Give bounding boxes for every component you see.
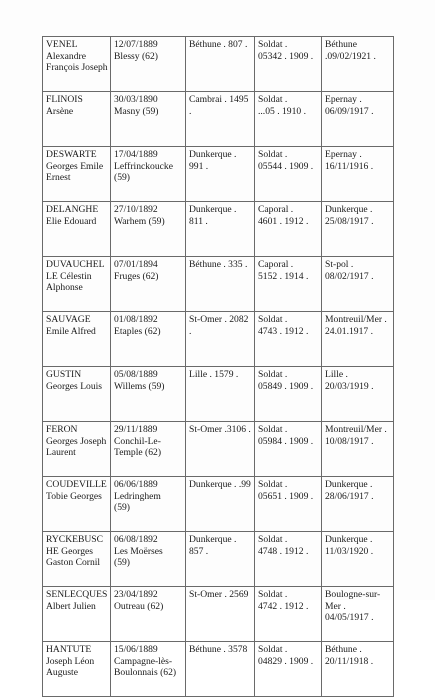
cell-text-line: 06/08/1892 (114, 534, 158, 545)
cell-text-line: 17/04/1889 (114, 149, 158, 160)
cell-text-line: Dunkerque . (325, 204, 373, 215)
cell-text-line: Etaples (62) (114, 325, 161, 337)
cell-text-line: 08/02/1917 . (325, 270, 374, 282)
cell-text-line: Dunkerque . (189, 149, 237, 160)
cell-text-line: Mer . (325, 600, 346, 612)
birth-cell (111, 147, 186, 202)
cell-text-line: Soldat . (258, 424, 288, 435)
cell-text-line: VENEL (46, 39, 78, 50)
soldier-name-cell (43, 642, 111, 697)
cell-text-line: Béthune (325, 39, 357, 50)
recruitment-cell (186, 477, 255, 532)
cell-text-line: Ernest (46, 172, 71, 183)
birth-cell (111, 642, 186, 697)
soldier-name-cell (43, 312, 111, 367)
cell-text-line: Emile Alfred (46, 325, 96, 337)
cell-text-line: Soldat . (258, 94, 288, 105)
cell-text-line: 12/07/1889 (114, 39, 158, 50)
cell-text-line: Georges Emile (46, 160, 104, 172)
cell-text-line: Boulonnais (62) (114, 667, 177, 678)
death-cell (322, 367, 394, 422)
cell-text-line: Soldat . (258, 644, 288, 655)
cell-text-line: Outreau (62) (114, 600, 164, 612)
rank-cell (255, 37, 322, 92)
cell-text-line: Joseph Léon (46, 655, 95, 667)
cell-text-line: St-Omer . 2082 (189, 314, 249, 325)
cell-text-line: Tobie Georges (46, 490, 102, 502)
cell-text-line: 05544 . 1909 . (258, 160, 314, 172)
cell-text-line: 4601 . 1912 . (258, 215, 309, 227)
birth-cell (111, 312, 186, 367)
death-cell (322, 422, 394, 477)
rank-cell (255, 367, 322, 422)
rank-cell (255, 202, 322, 257)
cell-text-line: 04/05/1917 . (325, 612, 374, 623)
cell-text-line: Dunkerque . .99 (189, 479, 251, 490)
registry-body (43, 37, 394, 697)
cell-text-line: Soldat . (258, 589, 288, 600)
table-row (43, 642, 394, 697)
cell-text-line: Arsène (46, 105, 74, 117)
cell-text-line: Alphonse (46, 282, 83, 293)
soldier-name-cell (43, 477, 111, 532)
cell-text-line: .09/02/1921 . (325, 50, 376, 62)
cell-text-line: Béthune . 807 . (189, 39, 248, 50)
cell-text-line: (59) (114, 172, 130, 183)
rank-cell (255, 312, 322, 367)
cell-text-line: HANTUTE (46, 644, 92, 655)
soldier-name-cell (43, 257, 111, 312)
cell-text-line: Soldat . (258, 39, 288, 50)
cell-text-line: COUDEVILLE (46, 479, 107, 490)
cell-text-line: Epernay . (325, 149, 362, 160)
birth-cell (111, 257, 186, 312)
cell-text-line: ...05 . 1910 . (258, 105, 306, 117)
table-row (43, 202, 394, 257)
cell-text-line: SENLECQUES (46, 589, 108, 600)
cell-text-line: Willems (59) (114, 380, 165, 392)
death-cell (322, 202, 394, 257)
cell-text-line: Soldat . (258, 479, 288, 490)
cell-text-line: 27/10/1892 (114, 204, 158, 215)
cell-text-line: FLINOIS (46, 94, 83, 105)
cell-text-line: FERON (46, 424, 78, 435)
cell-text-line: 29/11/1889 (114, 424, 158, 435)
cell-text-line: Caporal . (258, 259, 294, 270)
cell-text-line: St-Omer .3106 . (189, 424, 251, 435)
birth-cell (111, 202, 186, 257)
cell-text-line: Dunkerque . (189, 534, 237, 545)
cell-text-line: Béthune . 3578 (189, 644, 248, 655)
cell-text-line: Auguste (46, 667, 78, 678)
cell-text-line: 06/09/1917 . (325, 105, 374, 117)
cell-text-line: Béthune . 335 . (189, 259, 248, 270)
recruitment-cell (186, 147, 255, 202)
cell-text-line: Epernay . (325, 94, 362, 105)
recruitment-cell (186, 92, 255, 147)
rank-cell (255, 147, 322, 202)
cell-text-line: 01/08/1892 (114, 314, 158, 325)
cell-text-line: 05849 . 1909 . (258, 380, 314, 392)
cell-text-line: Elie Edouard (46, 215, 97, 227)
rank-cell (255, 92, 322, 147)
rank-cell (255, 257, 322, 312)
cell-text-line: 04829 . 1909 . (258, 655, 314, 667)
cell-text-line: St-Omer . 2569 (189, 589, 249, 600)
recruitment-cell (186, 587, 255, 642)
cell-text-line: 20/11/1918 . (325, 655, 374, 667)
cell-text-line: Cambrai . 1495 (189, 94, 249, 105)
birth-cell (111, 92, 186, 147)
rank-cell (255, 422, 322, 477)
cell-text-line: Caporal . (258, 204, 294, 215)
cell-text-line: . (189, 105, 192, 117)
death-cell (322, 477, 394, 532)
cell-text-line: Dunkerque . (325, 534, 373, 545)
cell-text-line: Fruges (62) (114, 270, 159, 282)
rank-cell (255, 477, 322, 532)
rank-cell (255, 587, 322, 642)
cell-text-line: 991 . (189, 160, 209, 172)
birth-cell (111, 37, 186, 92)
death-cell (322, 532, 394, 587)
cell-text-line: Dunkerque . (189, 204, 237, 215)
cell-text-line: 30/03/1890 (114, 94, 158, 105)
cell-text-line: Dunkerque . (325, 479, 373, 490)
cell-text-line: Masny (59) (114, 105, 159, 117)
table-row (43, 37, 394, 92)
cell-text-line: DESWARTE (46, 149, 97, 160)
cell-text-line: Soldat . (258, 149, 288, 160)
recruitment-cell (186, 202, 255, 257)
cell-text-line: 23/04/1892 (114, 589, 158, 600)
table-row (43, 477, 394, 532)
cell-text-line: Albert Julien (46, 600, 96, 612)
cell-text-line: . (189, 325, 192, 337)
cell-text-line: Temple (62) (114, 447, 162, 458)
table-row (43, 367, 394, 422)
cell-text-line: Soldat . (258, 369, 288, 380)
cell-text-line: Boulogne-sur- (325, 589, 381, 600)
cell-text-line: Les Moërses (114, 545, 163, 557)
cell-text-line: 15/06/1889 (114, 644, 158, 655)
soldier-name-cell (43, 532, 111, 587)
soldier-name-cell (43, 92, 111, 147)
recruitment-cell (186, 37, 255, 92)
cell-text-line: 25/08/1917 . (325, 215, 374, 227)
soldier-name-cell (43, 587, 111, 642)
cell-text-line: François Joseph (46, 62, 108, 73)
cell-text-line: Béthune . (325, 644, 362, 655)
cell-text-line: Laurent (46, 447, 76, 458)
death-cell (322, 587, 394, 642)
table-row (43, 312, 394, 367)
cell-text-line: 16/11/1916 . (325, 160, 374, 172)
cell-text-line: 06/06/1889 (114, 479, 158, 490)
cell-text-line: Alexandre (46, 50, 86, 62)
cell-text-line: Campagne-lès- (114, 655, 173, 667)
recruitment-cell (186, 642, 255, 697)
cell-text-line: Soldat . (258, 534, 288, 545)
cell-text-line: 4748 . 1912 . (258, 545, 309, 557)
soldier-name-cell (43, 422, 111, 477)
cell-text-line: 05984 . 1909 . (258, 435, 314, 447)
cell-text-line: HE Georges (46, 545, 93, 557)
cell-text-line: SAUVAGE (46, 314, 91, 325)
table-row (43, 92, 394, 147)
soldier-name-cell (43, 147, 111, 202)
death-cell (322, 92, 394, 147)
soldier-name-cell (43, 202, 111, 257)
cell-text-line: RYCKEBUSC (46, 534, 104, 545)
cell-text-line: (59) (114, 557, 130, 568)
soldier-name-cell (43, 37, 111, 92)
table-row (43, 147, 394, 202)
recruitment-cell (186, 312, 255, 367)
cell-text-line: 20/03/1919 . (325, 380, 374, 392)
cell-text-line: St-pol . (325, 259, 354, 270)
cell-text-line: Georges Louis (46, 380, 103, 392)
cell-text-line: Soldat . (258, 314, 288, 325)
birth-cell (111, 477, 186, 532)
death-cell (322, 257, 394, 312)
table-row (43, 422, 394, 477)
birth-cell (111, 367, 186, 422)
cell-text-line: 05342 . 1909 . (258, 50, 314, 62)
recruitment-cell (186, 532, 255, 587)
recruitment-cell (186, 367, 255, 422)
soldier-name-cell (43, 367, 111, 422)
cell-text-line: DELANGHE (46, 204, 99, 215)
cell-text-line: 4742 . 1912 . (258, 600, 309, 612)
cell-text-line: Leffrinckoucke (114, 160, 173, 172)
cell-text-line: 07/01/1894 (114, 259, 158, 270)
cell-text-line: 5152 . 1914 . (258, 270, 309, 282)
cell-text-line: Lille . 1579 . (189, 369, 239, 380)
cell-text-line: 11/03/1920 . (325, 545, 374, 557)
cell-text-line: Gaston Cornil (46, 557, 101, 568)
cell-text-line: 811 . (189, 215, 208, 227)
cell-text-line: 10/08/1917 . (325, 435, 374, 447)
cell-text-line: Conchil-Le- (114, 435, 161, 447)
rank-cell (255, 642, 322, 697)
death-cell (322, 37, 394, 92)
cell-text-line: (59) (114, 502, 130, 513)
cell-text-line: 24.01.1917 . (325, 325, 373, 337)
death-cell (322, 312, 394, 367)
birth-cell (111, 422, 186, 477)
cell-text-line: 05651 . 1909 . (258, 490, 314, 502)
cell-text-line: LE Célestin (46, 270, 92, 282)
rank-cell (255, 532, 322, 587)
cell-text-line: GUSTIN (46, 369, 82, 380)
death-cell (322, 642, 394, 697)
table-row (43, 587, 394, 642)
cell-text-line: Blessy (62) (114, 50, 158, 62)
table-row (43, 532, 394, 587)
birth-cell (111, 532, 186, 587)
recruitment-cell (186, 422, 255, 477)
soldier-registry-table (42, 36, 394, 697)
cell-text-line: Montreuil/Mer . (325, 424, 387, 435)
recruitment-cell (186, 257, 255, 312)
cell-text-line: Montreuil/Mer . (325, 314, 387, 325)
cell-text-line: Lille . (325, 369, 348, 380)
cell-text-line: 28/06/1917 . (325, 490, 374, 502)
birth-cell (111, 587, 186, 642)
cell-text-line: 4743 . 1912 . (258, 325, 309, 337)
cell-text-line: 05/08/1889 (114, 369, 158, 380)
death-cell (322, 147, 394, 202)
cell-text-line: Ledringhem (114, 490, 161, 502)
cell-text-line: Warhem (59) (114, 215, 165, 227)
table-row (43, 257, 394, 312)
cell-text-line: 857 . (189, 545, 209, 557)
cell-text-line: Georges Joseph (46, 435, 107, 447)
cell-text-line: DUVAUCHEL (46, 259, 105, 270)
